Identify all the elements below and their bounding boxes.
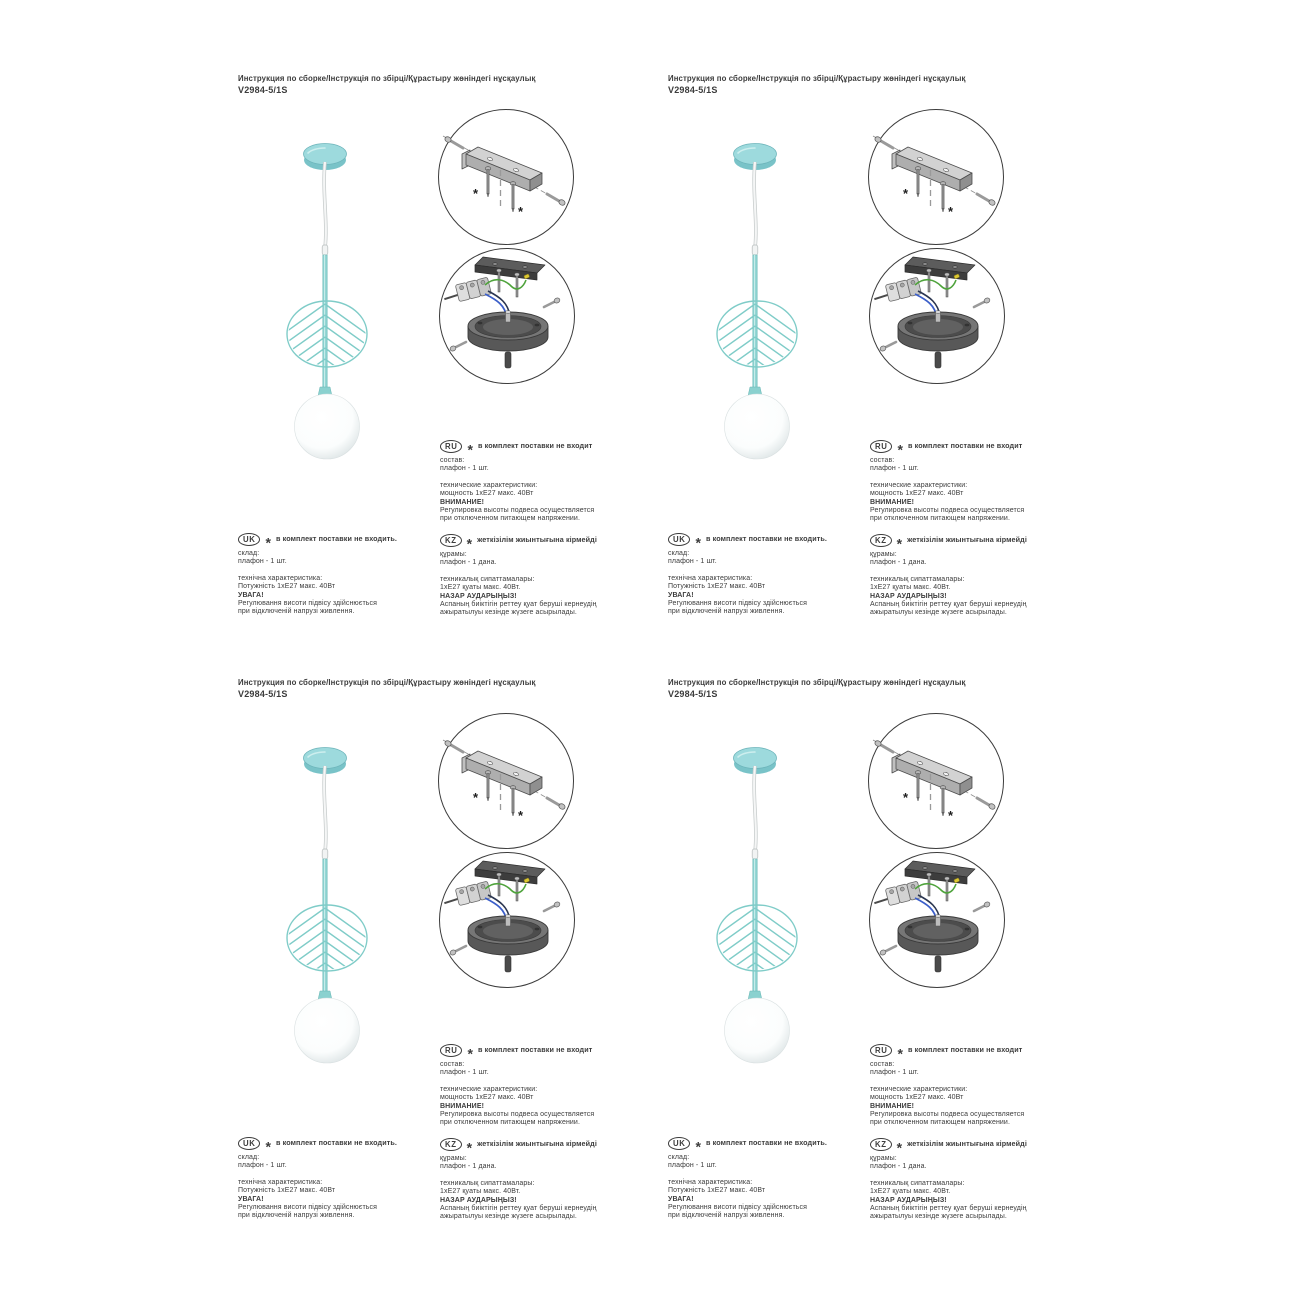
warning-text: ажыратылуы кезінде жүзеге асырылады. [870, 609, 1007, 617]
footnote-text: в комплект поставки не входить. [276, 534, 397, 544]
asterisk-marker: * [897, 1045, 904, 1061]
contents-item: плафон - 1 шт. [668, 558, 717, 566]
contents-item: плафон - 1 шт. [870, 465, 919, 473]
specs-power: мощность 1хЕ27 макс. 40Вт [440, 490, 534, 498]
cord [752, 766, 758, 859]
specs-power: Потужність 1хЕ27 макс. 40Вт [668, 1187, 766, 1195]
lang-line-ru [870, 440, 1090, 457]
text-block-ru [870, 440, 1090, 524]
lang-badge-kz: KZ [440, 534, 462, 547]
rod [753, 859, 757, 997]
specs-label: технічна характеристика: [238, 1178, 323, 1186]
warning-text: Регулювання висоти підвісу здійснюється [668, 1204, 807, 1212]
warning-text: Аспаның биіктігін реттеу қуат беруші кернеудің [870, 601, 1027, 609]
contents-label: склад: [668, 550, 690, 557]
warning-text: при відключеній напрузі живлення. [238, 1212, 355, 1220]
warning-label: ВНИМАНИЕ! [870, 498, 915, 506]
contents-label: состав: [440, 457, 465, 464]
footnote-text: в комплект поставки не входить. [706, 1138, 827, 1148]
lang-badge-uk: UK [238, 1137, 260, 1150]
specs-label: технічна характеристика: [238, 574, 323, 582]
text-block-uk [668, 1137, 882, 1221]
sheet-title: Инструкция по сборке/Інструкція по збірці/Құрастыру жөніндегі нұсқаулық [668, 678, 966, 687]
footnote-text: в комплект поставки не входит [478, 441, 593, 451]
warning-text: при відключеній напрузі живлення. [668, 608, 785, 616]
asterisk-marker: * [466, 1139, 473, 1155]
footnote-text: в комплект поставки не входит [908, 441, 1023, 451]
asterisk-marker: * [265, 534, 272, 550]
cord-connector [752, 849, 758, 859]
specs-power: мощность 1хЕ27 макс. 40Вт [870, 490, 964, 498]
pendant-lamp-illustration [700, 130, 810, 470]
contents-item: плафон - 1 шт. [440, 1069, 489, 1077]
asterisk-marker: * [467, 441, 474, 457]
warning-label: УВАГА! [238, 1195, 264, 1203]
warning-text: при відключеній напрузі живлення. [238, 608, 355, 616]
lang-line-kz [870, 534, 1090, 551]
lang-badge-ru: RU [440, 440, 462, 453]
pendant-lamp-illustration [700, 734, 810, 1074]
asterisk-marker: * [903, 790, 909, 805]
cord-connector [322, 245, 328, 255]
contents-item: плафон - 1 шт. [238, 558, 287, 566]
cord [752, 162, 758, 255]
contents-item: плафон - 1 шт. [870, 1069, 919, 1077]
asterisk-marker: * [467, 1045, 474, 1061]
model-number: V2984-5/1S [238, 85, 288, 95]
cord [322, 766, 328, 859]
lang-badge-kz: KZ [870, 1138, 892, 1151]
text-block-uk [238, 1137, 452, 1221]
canopy-stem [935, 956, 941, 972]
model-number: V2984-5/1S [238, 689, 288, 699]
assembly-diagrams [865, 708, 1010, 998]
footnote-text: в комплект поставки не входит [478, 1045, 593, 1055]
specs-power: мощность 1хЕ27 макс. 40Вт [440, 1094, 534, 1102]
lang-badge-ru: RU [870, 440, 892, 453]
footnote-text: в комплект поставки не входить. [276, 1138, 397, 1148]
rod [323, 255, 327, 393]
instruction-quadrant [430, 604, 1090, 1221]
contents-label: құрамы: [870, 551, 897, 558]
warning-text: Регулировка высоты подвеса осуществляется [440, 1111, 595, 1119]
cord-connector [322, 849, 328, 859]
warning-label: ВНИМАНИЕ! [440, 498, 485, 506]
warning-text: при отключенном питающем напряжении. [440, 1119, 580, 1127]
warning-text: Регулювання висоти підвісу здійснюється [238, 1204, 377, 1212]
contents-item: плафон - 1 дана. [870, 559, 927, 567]
lang-badge-uk: UK [668, 1137, 690, 1150]
asterisk-marker: * [518, 204, 524, 219]
lang-line-uk [668, 533, 882, 550]
warning-text: ажыратылуы кезінде жүзеге асырылады. [870, 1213, 1007, 1221]
contents-label: состав: [870, 1061, 895, 1068]
asterisk-marker: * [473, 186, 479, 201]
lang-line-uk [238, 533, 452, 550]
asterisk-marker: * [897, 441, 904, 457]
specs-label: технические характеристики: [440, 481, 538, 489]
sheet-title: Инструкция по сборке/Інструкція по збірці/Құрастыру жөніндегі нұсқаулық [668, 74, 966, 83]
specs-label: технические характеристики: [870, 481, 968, 489]
lang-badge-ru: RU [870, 1044, 892, 1057]
warning-label: УВАГА! [668, 1195, 694, 1203]
warning-text: Регулировка высоты подвеса осуществляется [870, 507, 1025, 515]
specs-label: техникалық сипаттамалары: [870, 575, 965, 583]
lang-badge-uk: UK [668, 533, 690, 546]
specs-power: Потужність 1хЕ27 макс. 40Вт [238, 1187, 336, 1195]
rod [753, 255, 757, 393]
glass-globe [295, 394, 360, 459]
specs-power: Потужність 1хЕ27 макс. 40Вт [668, 583, 766, 591]
specs-label: техникалық сипаттамалары: [870, 1179, 965, 1187]
warning-text: Аспаның биіктігін реттеу қуат беруші кернеудің [440, 601, 597, 609]
rod [323, 859, 327, 997]
footnote-text: в комплект поставки не входить. [706, 534, 827, 544]
contents-label: состав: [440, 1061, 465, 1068]
contents-label: состав: [870, 457, 895, 464]
asterisk-marker: * [948, 808, 954, 823]
assembly-diagrams [865, 104, 1010, 394]
model-number: V2984-5/1S [668, 85, 718, 95]
sheet-title: Инструкция по сборке/Інструкція по збірці/Құрастыру жөніндегі нұсқаулық [238, 74, 536, 83]
warning-label: НАЗАР АУДАРЫҢЫЗ! [870, 1196, 947, 1204]
specs-label: техникалық сипаттамалары: [440, 575, 535, 583]
warning-label: УВАГА! [238, 591, 264, 599]
lang-line-uk [238, 1137, 452, 1154]
specs-power: мощность 1хЕ27 макс. 40Вт [870, 1094, 964, 1102]
lang-badge-uk: UK [238, 533, 260, 546]
lang-line-ru [870, 1044, 1090, 1061]
lang-line-kz [870, 1138, 1090, 1155]
asterisk-marker: * [518, 808, 524, 823]
asterisk-marker: * [896, 1139, 903, 1155]
warning-text: ажыратылуы кезінде жүзеге асырылады. [440, 1213, 577, 1221]
lang-badge-kz: KZ [870, 534, 892, 547]
canopy-wiring-diagram [870, 853, 1005, 988]
text-block-ru [870, 1044, 1090, 1128]
warning-text: Аспаның биіктігін реттеу қуат беруші кернеудің [440, 1205, 597, 1213]
text-block-kz [870, 1138, 1090, 1222]
contents-label: склад: [238, 550, 260, 557]
glass-globe [295, 998, 360, 1063]
contents-label: склад: [668, 1154, 690, 1161]
warning-text: при отключенном питающем напряжении. [870, 1119, 1010, 1127]
warning-label: НАЗАР АУДАРЫҢЫЗ! [440, 592, 517, 600]
asterisk-marker: * [948, 204, 954, 219]
asterisk-marker: * [265, 1138, 272, 1154]
footnote-text: жеткізілім жиынтығына кірмейді [907, 1139, 1027, 1149]
warning-text: ажыратылуы кезінде жүзеге асырылады. [440, 609, 577, 617]
warning-label: ВНИМАНИЕ! [870, 1102, 915, 1110]
glass-globe [725, 998, 790, 1063]
specs-label: технічна характеристика: [668, 1178, 753, 1186]
contents-label: склад: [238, 1154, 260, 1161]
warning-label: УВАГА! [668, 591, 694, 599]
asterisk-marker: * [896, 535, 903, 551]
contents-item: плафон - 1 дана. [870, 1163, 927, 1171]
warning-text: Регулювання висоти підвісу здійснюється [668, 600, 807, 608]
contents-label: құрамы: [440, 1155, 467, 1162]
contents-label: құрамы: [440, 551, 467, 558]
asterisk-marker: * [473, 790, 479, 805]
bracket-mounting-diagram [869, 110, 1004, 245]
warning-text: при отключенном питающем напряжении. [440, 515, 580, 523]
specs-power: 1хЕ27 қуаты макс. 40Вт. [870, 1188, 951, 1196]
warning-text: Регулировка высоты подвеса осуществляется [440, 507, 595, 515]
warning-text: Регулювання висоти підвісу здійснюється [238, 600, 377, 608]
model-number: V2984-5/1S [668, 689, 718, 699]
footnote-text: в комплект поставки не входит [908, 1045, 1023, 1055]
warning-text: при отключенном питающем напряжении. [870, 515, 1010, 523]
footnote-text: жеткізілім жиынтығына кірмейді [477, 1139, 597, 1149]
sheet-title: Инструкция по сборке/Інструкція по збірці/Құрастыру жөніндегі нұсқаулық [238, 678, 536, 687]
pendant-lamp-illustration [270, 130, 380, 470]
asterisk-marker: * [903, 186, 909, 201]
warning-label: НАЗАР АУДАРЫҢЫЗ! [440, 1196, 517, 1204]
specs-power: Потужність 1хЕ27 макс. 40Вт [238, 583, 336, 591]
warning-text: Регулировка высоты подвеса осуществляется [870, 1111, 1025, 1119]
lang-badge-ru: RU [440, 1044, 462, 1057]
specs-power: 1хЕ27 қуаты макс. 40Вт. [440, 1188, 521, 1196]
contents-item: плафон - 1 шт. [238, 1162, 287, 1170]
cord [322, 162, 328, 255]
asterisk-marker: * [695, 534, 702, 550]
specs-power: 1хЕ27 қуаты макс. 40Вт. [870, 584, 951, 592]
footnote-text: жеткізілім жиынтығына кірмейді [477, 535, 597, 545]
bracket-mounting-diagram [869, 714, 1004, 849]
contents-item: плафон - 1 шт. [668, 1162, 717, 1170]
contents-label: құрамы: [870, 1155, 897, 1162]
specs-label: техникалық сипаттамалары: [440, 1179, 535, 1187]
warning-label: ВНИМАНИЕ! [440, 1102, 485, 1110]
lang-badge-kz: KZ [440, 1138, 462, 1151]
contents-item: плафон - 1 дана. [440, 1163, 497, 1171]
specs-label: технические характеристики: [440, 1085, 538, 1093]
specs-label: технические характеристики: [870, 1085, 968, 1093]
contents-item: плафон - 1 дана. [440, 559, 497, 567]
asterisk-marker: * [695, 1138, 702, 1154]
warning-text: при відключеній напрузі живлення. [668, 1212, 785, 1220]
specs-label: технічна характеристика: [668, 574, 753, 582]
instruction-quadrant [430, 0, 1090, 617]
pendant-lamp-illustration [270, 734, 380, 1074]
canopy-wiring-diagram [870, 249, 1005, 384]
cord-connector [752, 245, 758, 255]
warning-text: Аспаның биіктігін реттеу қуат беруші кернеудің [870, 1205, 1027, 1213]
footnote-text: жеткізілім жиынтығына кірмейді [907, 535, 1027, 545]
canopy-stem [935, 352, 941, 368]
warning-label: НАЗАР АУДАРЫҢЫЗ! [870, 592, 947, 600]
contents-item: плафон - 1 шт. [440, 465, 489, 473]
asterisk-marker: * [466, 535, 473, 551]
glass-globe [725, 394, 790, 459]
specs-power: 1хЕ27 қуаты макс. 40Вт. [440, 584, 521, 592]
lang-line-uk [668, 1137, 882, 1154]
